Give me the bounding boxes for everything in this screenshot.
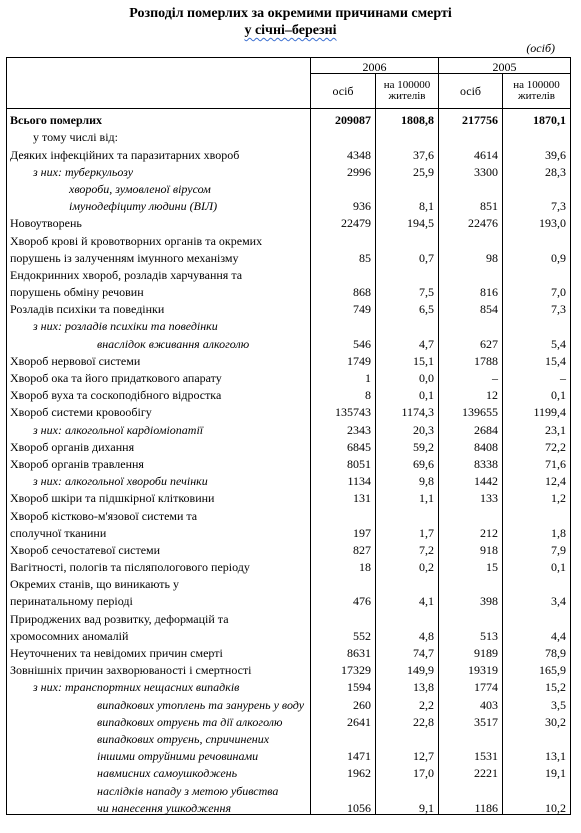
cell-per100k-2006: 1808,8 <box>376 109 439 127</box>
cell-persons-2006: 2996 <box>311 161 376 178</box>
cell-per100k-2006: 69,6 <box>376 453 439 470</box>
cell-per100k-2005 <box>503 264 571 281</box>
table-row <box>7 676 571 693</box>
table-row <box>7 693 571 710</box>
cell-per100k-2005: 1,8 <box>503 522 571 539</box>
cell-persons-2006: 209087 <box>311 109 376 127</box>
cell-persons-2005 <box>439 573 503 590</box>
cell-per100k-2006: 59,2 <box>376 436 439 453</box>
cell-persons-2005: 2684 <box>439 418 503 435</box>
row-label: з них: розладів психіки та поведінки <box>7 315 311 332</box>
cell-persons-2005: 1774 <box>439 676 503 693</box>
table-row <box>7 401 571 418</box>
cell-per100k-2006 <box>376 504 439 521</box>
row-label: хромосомних аномалій <box>7 625 311 642</box>
row-label: Ендокринних хвороб, розладів харчування та <box>7 264 311 281</box>
row-label: внаслідок вживання алкоголю <box>7 332 311 349</box>
row-label: Новоутворень <box>7 212 311 229</box>
page-title <box>0 5 581 39</box>
cell-persons-2005: 8338 <box>439 453 503 470</box>
row-label: випадкових отруєнь та дії алкоголю <box>7 711 311 728</box>
cell-per100k-2005: 7,9 <box>503 539 571 556</box>
row-label: навмисних самоушкоджень <box>7 762 311 779</box>
row-label: імунодефіциту людини (ВІЛ) <box>7 195 311 212</box>
table-row <box>7 470 571 487</box>
table-row <box>7 281 571 298</box>
cell-per100k-2006: 0,7 <box>376 247 439 264</box>
row-label: хвороби, зумовленої вірусом <box>7 178 311 195</box>
table-row <box>7 728 571 745</box>
table-row <box>7 745 571 762</box>
cell-persons-2006: 476 <box>311 590 376 607</box>
cell-persons-2005: 19319 <box>439 659 503 676</box>
row-label: Хвороб вуха та соскоподібного відростка <box>7 384 311 401</box>
cell-persons-2005: 139655 <box>439 401 503 418</box>
cell-persons-2006: 749 <box>311 298 376 315</box>
cell-persons-2005: 12 <box>439 384 503 401</box>
row-label: сполучної тканини <box>7 522 311 539</box>
table-row <box>7 522 571 539</box>
cell-persons-2005: 1788 <box>439 350 503 367</box>
row-label: Хвороб сечостатевої системи <box>7 539 311 556</box>
cell-persons-2005: 398 <box>439 590 503 607</box>
cell-per100k-2005: – <box>503 367 571 384</box>
cell-per100k-2006 <box>376 229 439 246</box>
cell-persons-2005 <box>439 607 503 624</box>
table-row <box>7 711 571 728</box>
cell-persons-2005: 217756 <box>439 109 503 127</box>
table-row <box>7 350 571 367</box>
table-row <box>7 332 571 349</box>
cell-persons-2006: 1962 <box>311 762 376 779</box>
cell-per100k-2005: 15,2 <box>503 676 571 693</box>
col-per100k-2005: на 100000 жителів <box>503 74 571 109</box>
cell-persons-2006: 18 <box>311 556 376 573</box>
cell-per100k-2005: 165,9 <box>503 659 571 676</box>
table-row <box>7 573 571 590</box>
cell-persons-2005: 4614 <box>439 143 503 160</box>
row-label: випадкових отруєнь, спричинених <box>7 728 311 745</box>
table-row <box>7 607 571 624</box>
cell-per100k-2005: 10,2 <box>503 797 571 815</box>
cell-per100k-2006: 0,1 <box>376 384 439 401</box>
row-label: Деяких інфекційних та паразитарних хвороб <box>7 143 311 160</box>
cell-persons-2006: 1056 <box>311 797 376 815</box>
table-row <box>7 779 571 796</box>
cell-per100k-2006 <box>376 315 439 332</box>
row-label: Зовнішніх причин захворюваності і смертності <box>7 659 311 676</box>
cell-per100k-2006: 194,5 <box>376 212 439 229</box>
row-label: порушень обміну речовин <box>7 281 311 298</box>
row-label: Хвороб органів травлення <box>7 453 311 470</box>
cell-persons-2006: 85 <box>311 247 376 264</box>
cell-persons-2006: 8631 <box>311 642 376 659</box>
cell-persons-2006: 1471 <box>311 745 376 762</box>
cell-per100k-2005: 5,4 <box>503 332 571 349</box>
cell-persons-2005: 22476 <box>439 212 503 229</box>
cell-persons-2005 <box>439 178 503 195</box>
cell-per100k-2006: 4,7 <box>376 332 439 349</box>
year-header-2006: 2006 <box>311 58 439 74</box>
cell-persons-2005: 2221 <box>439 762 503 779</box>
cell-per100k-2006 <box>376 573 439 590</box>
cell-per100k-2006: 9,1 <box>376 797 439 815</box>
row-label: Окремих станів, що виникають у <box>7 573 311 590</box>
row-label: Хвороб системи кровообігу <box>7 401 311 418</box>
cell-per100k-2005 <box>503 573 571 590</box>
row-label: Розладів психіки та поведінки <box>7 298 311 315</box>
cell-persons-2006 <box>311 573 376 590</box>
cell-persons-2005: 513 <box>439 625 503 642</box>
cell-per100k-2006: 15,1 <box>376 350 439 367</box>
cell-persons-2005 <box>439 504 503 521</box>
cell-persons-2006: 8 <box>311 384 376 401</box>
cell-persons-2005 <box>439 264 503 281</box>
cell-per100k-2006: 6,5 <box>376 298 439 315</box>
cell-per100k-2006: 20,3 <box>376 418 439 435</box>
table-body <box>7 109 571 815</box>
cell-persons-2005 <box>439 126 503 143</box>
cell-persons-2006 <box>311 126 376 143</box>
cell-persons-2006 <box>311 779 376 796</box>
cell-per100k-2006: 1,1 <box>376 487 439 504</box>
cell-per100k-2006 <box>376 264 439 281</box>
cell-persons-2006: 1134 <box>311 470 376 487</box>
cell-per100k-2005: 7,3 <box>503 298 571 315</box>
table-row <box>7 539 571 556</box>
table-row <box>7 762 571 779</box>
cell-per100k-2005 <box>503 728 571 745</box>
cell-persons-2006: 131 <box>311 487 376 504</box>
cell-per100k-2006: 17,0 <box>376 762 439 779</box>
row-label: чи нанесення ушкодження <box>7 797 311 815</box>
table-row <box>7 195 571 212</box>
table-row <box>7 247 571 264</box>
cell-persons-2006 <box>311 315 376 332</box>
table-row <box>7 384 571 401</box>
cell-per100k-2005: 71,6 <box>503 453 571 470</box>
cell-persons-2006: 552 <box>311 625 376 642</box>
cell-persons-2006 <box>311 504 376 521</box>
cell-per100k-2006 <box>376 607 439 624</box>
cell-per100k-2006: 8,1 <box>376 195 439 212</box>
table-row <box>7 436 571 453</box>
row-label: випадкових утоплень та занурень у воду <box>7 693 311 710</box>
table-row <box>7 453 571 470</box>
cell-per100k-2006: 13,8 <box>376 676 439 693</box>
cell-per100k-2006: 0,0 <box>376 367 439 384</box>
cell-per100k-2005: 7,3 <box>503 195 571 212</box>
table-row <box>7 143 571 160</box>
table-row <box>7 556 571 573</box>
table-row <box>7 590 571 607</box>
cell-per100k-2006: 22,8 <box>376 711 439 728</box>
cell-per100k-2006: 74,7 <box>376 642 439 659</box>
cell-persons-2006: 546 <box>311 332 376 349</box>
row-label: наслідків нападу з метою убивства <box>7 779 311 796</box>
cell-per100k-2005: 1870,1 <box>503 109 571 127</box>
cell-persons-2006: 260 <box>311 693 376 710</box>
cell-per100k-2006: 4,1 <box>376 590 439 607</box>
cell-persons-2006: 197 <box>311 522 376 539</box>
table-row <box>7 161 571 178</box>
cell-per100k-2005 <box>503 178 571 195</box>
cell-per100k-2005: 7,0 <box>503 281 571 298</box>
cell-per100k-2005: 30,2 <box>503 711 571 728</box>
header-blank-cell <box>7 58 311 109</box>
cell-persons-2006 <box>311 178 376 195</box>
cell-persons-2005: 9189 <box>439 642 503 659</box>
cell-per100k-2005: 3,4 <box>503 590 571 607</box>
table-row <box>7 418 571 435</box>
cell-persons-2005: 627 <box>439 332 503 349</box>
cell-per100k-2005: 19,1 <box>503 762 571 779</box>
cell-per100k-2005: 1199,4 <box>503 401 571 418</box>
cell-persons-2006: 22479 <box>311 212 376 229</box>
cell-per100k-2006: 7,2 <box>376 539 439 556</box>
cell-per100k-2006 <box>376 728 439 745</box>
unit-label: (осіб) <box>526 41 555 55</box>
table-row <box>7 315 571 332</box>
cell-per100k-2006: 1174,3 <box>376 401 439 418</box>
cell-persons-2005 <box>439 229 503 246</box>
cell-persons-2005: 403 <box>439 693 503 710</box>
cell-per100k-2006 <box>376 126 439 143</box>
table-row <box>7 642 571 659</box>
title-line-2: у січні–березні <box>244 23 337 38</box>
cell-persons-2005: 1531 <box>439 745 503 762</box>
cell-persons-2006: 4348 <box>311 143 376 160</box>
row-label: Хвороб ока та його придаткового апарату <box>7 367 311 384</box>
table-row <box>7 126 571 143</box>
cell-per100k-2005: 0,1 <box>503 556 571 573</box>
cell-per100k-2006: 149,9 <box>376 659 439 676</box>
cell-per100k-2006 <box>376 779 439 796</box>
title-line-1: Розподіл померлих за окремими причинами смерті <box>129 6 452 21</box>
row-label: перинатальному періоді <box>7 590 311 607</box>
row-label: з них: туберкульозу <box>7 161 311 178</box>
cell-per100k-2006: 9,8 <box>376 470 439 487</box>
table-row <box>7 109 571 127</box>
cell-per100k-2005 <box>503 607 571 624</box>
row-label: Неуточнених та невідомих причин смерті <box>7 642 311 659</box>
table-row <box>7 487 571 504</box>
cell-persons-2006: 8051 <box>311 453 376 470</box>
table-row <box>7 367 571 384</box>
cell-persons-2006: 17329 <box>311 659 376 676</box>
year-header-2005: 2005 <box>439 58 571 74</box>
cell-per100k-2005: 3,5 <box>503 693 571 710</box>
col-persons-2005: осіб <box>439 74 503 109</box>
cell-persons-2006: 936 <box>311 195 376 212</box>
table-row <box>7 659 571 676</box>
cell-per100k-2005: 193,0 <box>503 212 571 229</box>
cell-per100k-2006 <box>376 178 439 195</box>
cell-per100k-2005 <box>503 126 571 143</box>
row-label: з них: алкогольної хвороби печінки <box>7 470 311 487</box>
cell-persons-2005 <box>439 779 503 796</box>
row-label: Природжених вад розвитку, деформацій та <box>7 607 311 624</box>
cell-per100k-2005: 28,3 <box>503 161 571 178</box>
row-label: Хвороб нервової системи <box>7 350 311 367</box>
cell-per100k-2005: 1,2 <box>503 487 571 504</box>
cell-persons-2005: 816 <box>439 281 503 298</box>
cell-persons-2006 <box>311 264 376 281</box>
cell-persons-2006 <box>311 229 376 246</box>
row-label: Хвороб кістково-м'язової системи та <box>7 504 311 521</box>
cell-per100k-2005: 0,9 <box>503 247 571 264</box>
cell-per100k-2006: 1,7 <box>376 522 439 539</box>
table-row <box>7 264 571 281</box>
cell-persons-2005: 851 <box>439 195 503 212</box>
cell-per100k-2005 <box>503 315 571 332</box>
cell-per100k-2006: 4,8 <box>376 625 439 642</box>
cell-persons-2005: 212 <box>439 522 503 539</box>
cell-persons-2005: 1442 <box>439 470 503 487</box>
cell-persons-2006: 1749 <box>311 350 376 367</box>
cell-per100k-2005 <box>503 504 571 521</box>
row-label: іншими отруйними речовинами <box>7 745 311 762</box>
mortality-table <box>6 57 571 815</box>
table-row <box>7 625 571 642</box>
cell-per100k-2006: 0,2 <box>376 556 439 573</box>
cell-per100k-2005: 23,1 <box>503 418 571 435</box>
cell-persons-2005: 3517 <box>439 711 503 728</box>
cell-per100k-2005 <box>503 779 571 796</box>
cell-persons-2006: 2641 <box>311 711 376 728</box>
row-label: у тому числі від: <box>7 126 311 143</box>
cell-per100k-2005: 39,6 <box>503 143 571 160</box>
table-row <box>7 212 571 229</box>
table-row <box>7 298 571 315</box>
cell-persons-2006: 2343 <box>311 418 376 435</box>
cell-per100k-2005: 4,4 <box>503 625 571 642</box>
cell-persons-2006: 6845 <box>311 436 376 453</box>
col-per100k-2006: на 100000 жителів <box>376 74 439 109</box>
cell-per100k-2005: 0,1 <box>503 384 571 401</box>
cell-per100k-2005: 15,4 <box>503 350 571 367</box>
cell-persons-2005: 8408 <box>439 436 503 453</box>
row-label: Хвороб крові й кровотворних органів та окремих <box>7 229 311 246</box>
cell-per100k-2006: 12,7 <box>376 745 439 762</box>
cell-persons-2005 <box>439 315 503 332</box>
row-label: Вагітності, пологів та післяпологового періоду <box>7 556 311 573</box>
cell-persons-2005: 854 <box>439 298 503 315</box>
table-row <box>7 797 571 815</box>
cell-persons-2006: 827 <box>311 539 376 556</box>
cell-persons-2006: 1594 <box>311 676 376 693</box>
cell-per100k-2005: 72,2 <box>503 436 571 453</box>
col-persons-2006: осіб <box>311 74 376 109</box>
cell-per100k-2006: 37,6 <box>376 143 439 160</box>
cell-persons-2006: 868 <box>311 281 376 298</box>
cell-persons-2006 <box>311 728 376 745</box>
cell-persons-2006: 1 <box>311 367 376 384</box>
cell-persons-2005: 3300 <box>439 161 503 178</box>
row-label: Хвороб органів дихання <box>7 436 311 453</box>
table-row <box>7 178 571 195</box>
row-label: Хвороб шкіри та підшкірної клітковини <box>7 487 311 504</box>
cell-per100k-2005: 12,4 <box>503 470 571 487</box>
cell-per100k-2006: 7,5 <box>376 281 439 298</box>
cell-persons-2005: 15 <box>439 556 503 573</box>
cell-persons-2005: 98 <box>439 247 503 264</box>
table-row <box>7 504 571 521</box>
row-label: з них: алкогольної кардіоміопатії <box>7 418 311 435</box>
cell-per100k-2005: 13,1 <box>503 745 571 762</box>
cell-persons-2005 <box>439 728 503 745</box>
cell-persons-2006: 135743 <box>311 401 376 418</box>
cell-persons-2005: 1186 <box>439 797 503 815</box>
cell-persons-2005: 133 <box>439 487 503 504</box>
row-label: Всього померлих <box>7 109 311 127</box>
table-row <box>7 229 571 246</box>
cell-per100k-2006: 2,2 <box>376 693 439 710</box>
row-label: з них: транспортних нещасних випадків <box>7 676 311 693</box>
cell-per100k-2005: 78,9 <box>503 642 571 659</box>
row-label: порушень із залученням імунного механізму <box>7 247 311 264</box>
cell-persons-2006 <box>311 607 376 624</box>
cell-persons-2005: 918 <box>439 539 503 556</box>
cell-persons-2005: – <box>439 367 503 384</box>
cell-per100k-2006: 25,9 <box>376 161 439 178</box>
cell-per100k-2005 <box>503 229 571 246</box>
